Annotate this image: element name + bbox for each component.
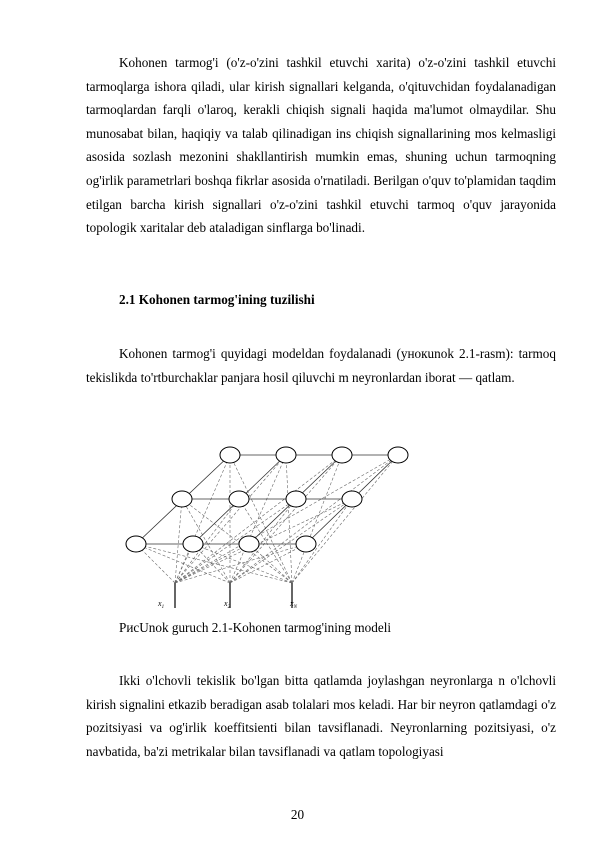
input-label-sub: 2 [227,605,231,610]
input-label-sub: N [293,605,297,610]
kohonen-network-figure [120,440,420,615]
section-heading: 2.1 Kohonen tarmog'ining tuzilishi [119,292,315,307]
input-label-x: x [224,599,228,608]
input-label-x: x [290,599,294,608]
input-labels [157,599,298,610]
figure-caption: РисUnok guruch 2.1-Kohonen tarmog'ining modeli [119,620,392,635]
paragraph-intro: Kohonen tarmog'i (o'z-o'zini tashkil etuvchi xarita) o'z-o'zini tashkil etuvchi tarmoqlarga ishora qiladi, ular kirish signallari kelganda, o'qituvchidan foydalanadigan tarmoqlardan farqli o'laroq, kerakli chiqish signali haqida ma'lumot olmaydilar. Shu munosabat bilan, haqiqiy va talab qilinadigan ins chiqish signallarining mos kelmasligi asosida sozlash mezonini shakllantirish mumkin emas, shuning uchun tarmoqning og'irlik parametrlari boshqa fikrlar asosida o'rnatiladi. Berilgan o'quv to'plamidan taqdim etilgan barcha kirish signallari o'z-o'zini tashkil etuvchi tarmoq o'quv jarayonida topologik xaritalar deb ataladigan sinflarga bo'linadi. [86,55,556,236]
input-label-sub: 1 [161,605,165,610]
svg-text:x1 [157,599,164,610]
page-number: 20 [290,807,305,822]
svg-text:xN [289,599,298,610]
paragraph-layer: Ikki o'lchovli tekislik bo'lgan bitta qatlamda joylashgan neyronlarga n o'lchovli kirish signalini etkazib beradigan asab tolalari mos keladi. Har bir neyron qatlamdagi o'z pozitsiyasi va og'irlik koeffitsienti bilan tavsiflanadi. Neyronlarning pozitsiyasi, o'z navbatida, ba'zi metrikalar bilan tavsiflanadi va qatlam topologiyasi [86,673,556,759]
neurons [126,447,408,552]
paragraph-model: Kohonen tarmog'i quyidagi modeldan foydalanadi (унокunok 2.1-rasm): tarmoq tekislikda to'rtburchaklar panjara hosil qiluvchi m neyronlardan iborat — qatlam. [86,346,556,385]
input-label-x: x [158,599,162,608]
connection-lines [136,455,398,583]
input-lines [175,583,292,608]
